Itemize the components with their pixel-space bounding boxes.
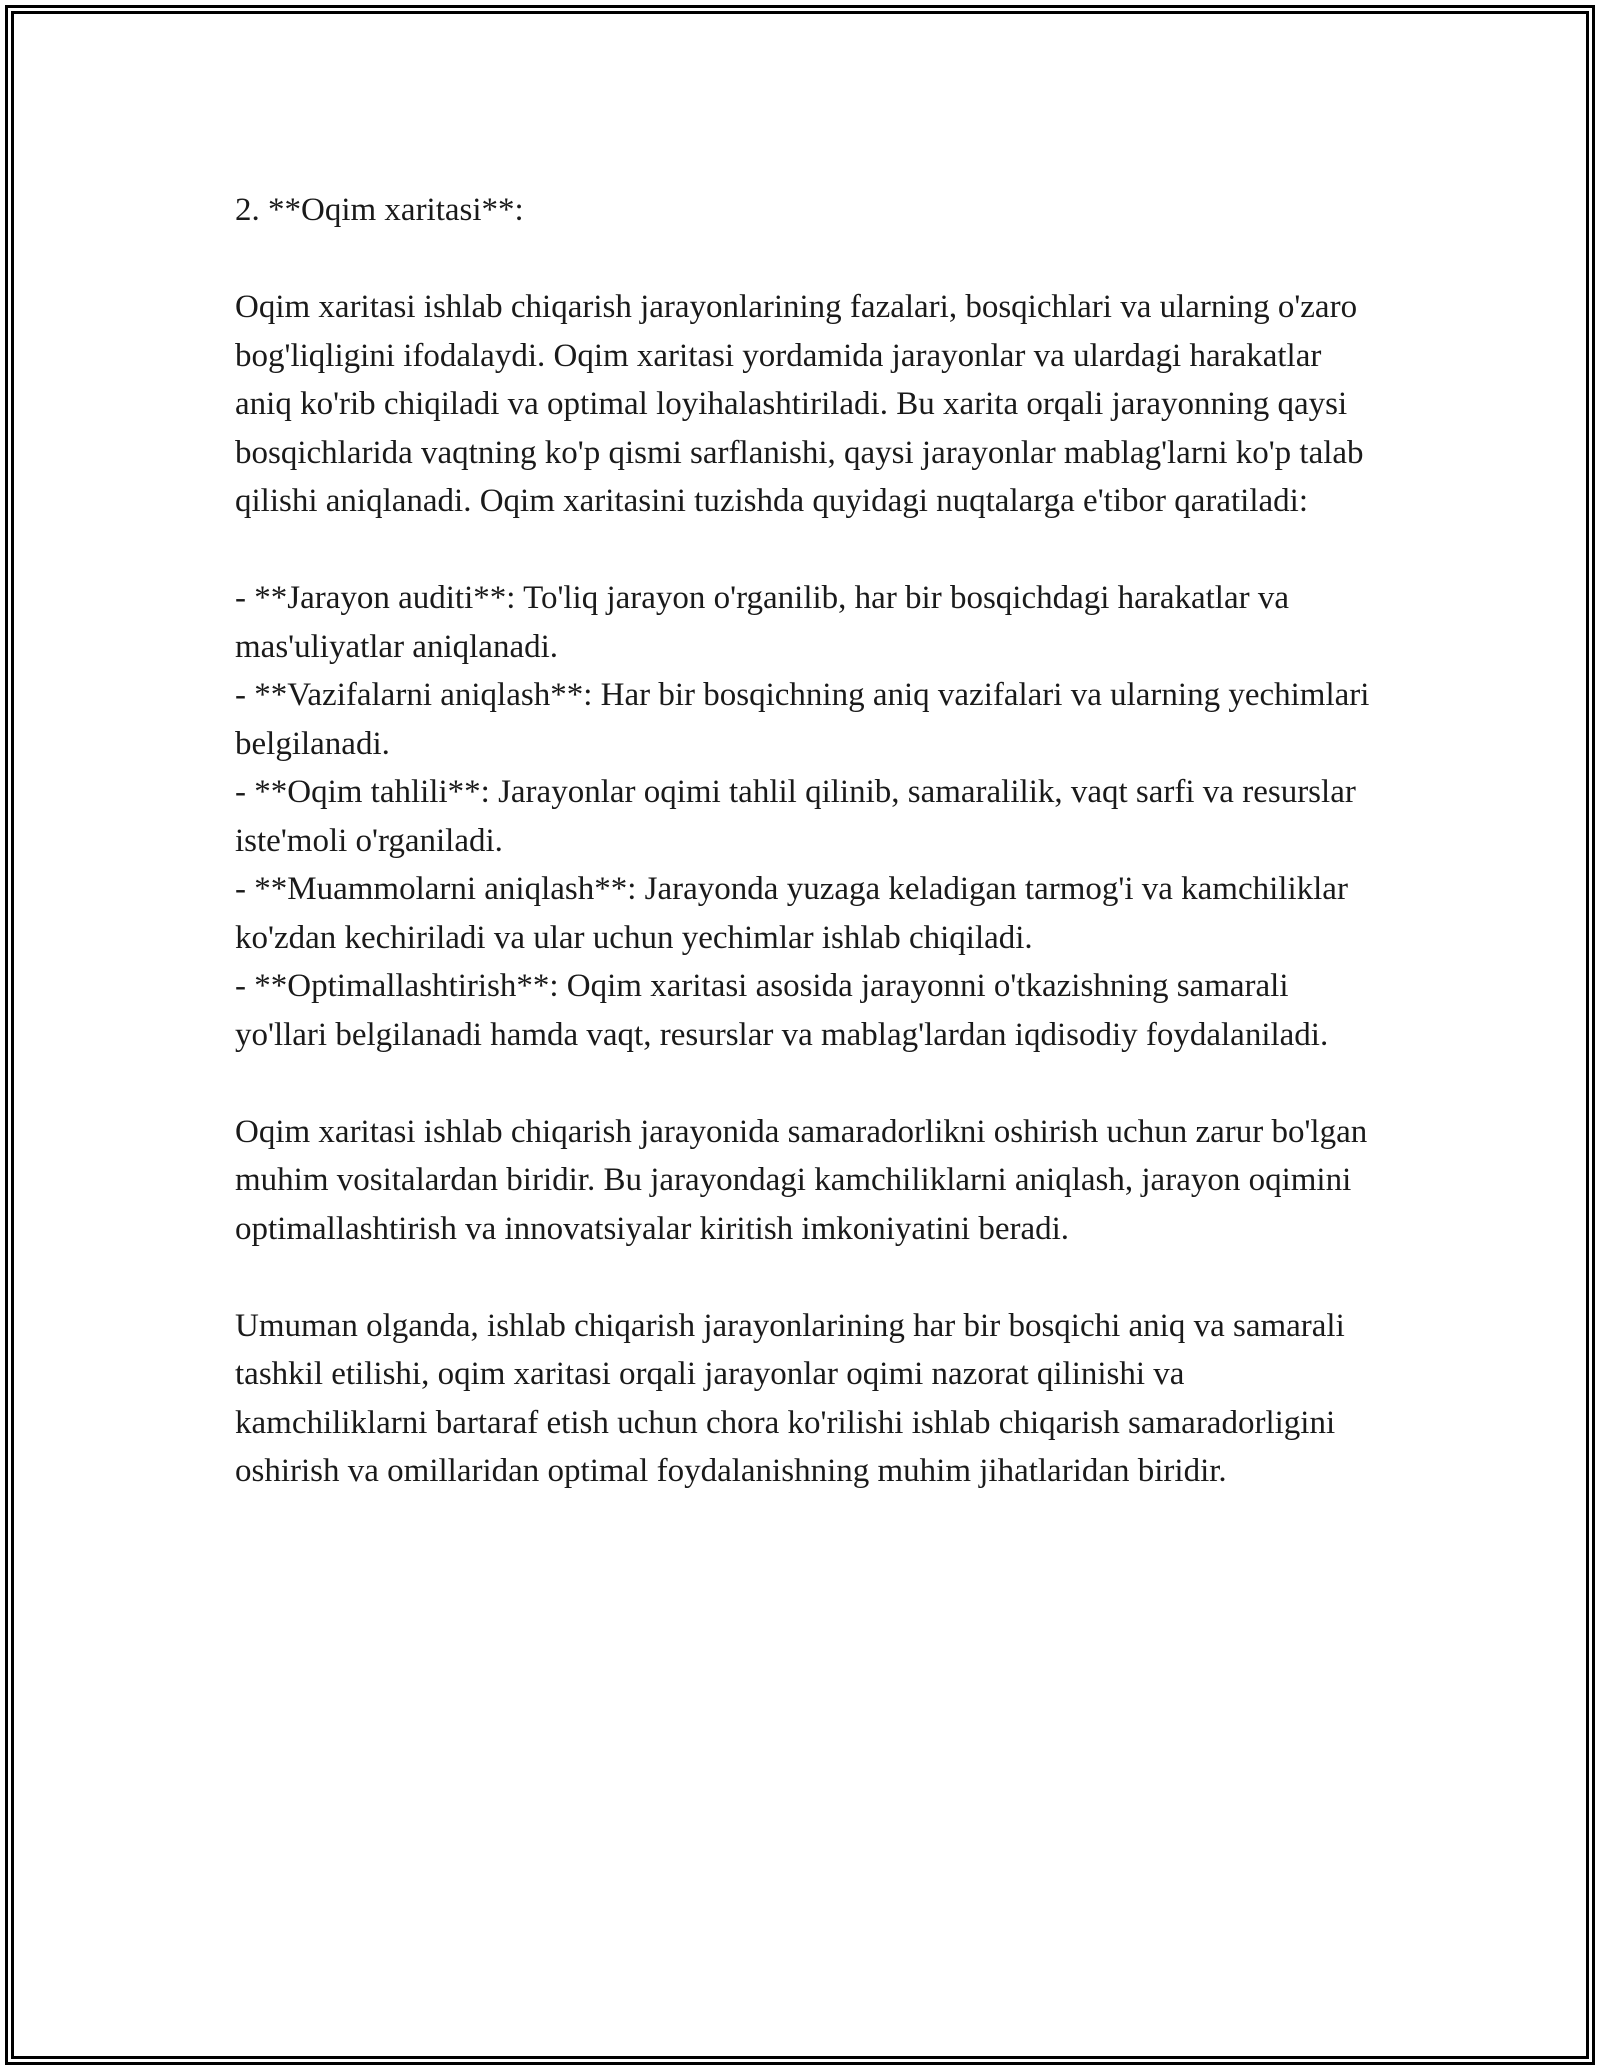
document-body xyxy=(235,186,1385,1496)
blank-line xyxy=(235,235,1385,284)
conclusion-paragraph: Umuman olganda, ishlab chiqarish jarayonlarining har bir bosqichi aniq va samarali tashkil etilishi, oqim xaritasi orqali jarayonlar oqimi nazorat qilinishi va kamchiliklarni bartaraf etish uchun chora ko'rilishi ishlab chiqarish samaradorligini oshirish va omillaridan optimal foydalanishning muhim jihatlaridan biridir. xyxy=(235,1307,1354,1489)
bullet-item: - **Muammolarni aniqlash**: Jarayonda yuzaga keladigan tarmog'i va kamchiliklar ko'zdan kechiriladi va ular uchun yechimlar ishlab chiqiladi. xyxy=(235,871,1357,956)
bullet-item: - **Jarayon auditi**: To'liq jarayon o'rganilib, har bir bosqichdagi harakatlar va mas'uliyatlar aniqlanadi. xyxy=(235,580,1298,665)
blank-line xyxy=(235,1253,1385,1302)
bullet-item: - **Vazifalarni aniqlash**: Har bir bosqichning aniq vazifalari va ularning yechimlari belgilanadi. xyxy=(235,677,1378,762)
bullet-item: - **Oqim tahlili**: Jarayonlar oqimi tahlil qilinib, samaralilik, vaqt sarfi va resurslar iste'moli o'rganiladi. xyxy=(235,774,1365,859)
blank-line xyxy=(235,1059,1385,1108)
blank-line xyxy=(235,526,1385,575)
intro-paragraph: Oqim xaritasi ishlab chiqarish jarayonlarining fazalari, bosqichlari va ularning o'zaro bog'liqligini ifodalaydi. Oqim xaritasi yordamida jarayonlar va ulardagi harakatlar aniq ko'rib chiqiladi va optimal loyihalashtiriladi. Bu xarita orqali jarayonning qaysi bosqichlarida vaqtning ko'p qismi sarflanishi, qaysi jarayonlar mablag'larni ko'p talab qilishi aniqlanadi. Oqim xaritasini tuzishda quyidagi nuqtalarga e'tibor qaratiladi: xyxy=(235,289,1372,519)
section-heading: 2. **Oqim xaritasi**: xyxy=(235,192,524,228)
bullet-item: - **Optimallashtirish**: Oqim xaritasi asosida jarayonni o'tkazishning samarali yo'llari belgilanadi hamda vaqt, resurslar va mablag'lardan iqdisodiy foydalaniladi. xyxy=(235,968,1329,1053)
body-paragraph: Oqim xaritasi ishlab chiqarish jarayonida samaradorlikni oshirish uchun zarur bo'lgan muhim vositalardan biridir. Bu jarayondagi kamchiliklarni aniqlash, jarayon oqimini optimallashtirish va innovatsiyalar kiritish imkoniyatini beradi. xyxy=(235,1113,1376,1247)
